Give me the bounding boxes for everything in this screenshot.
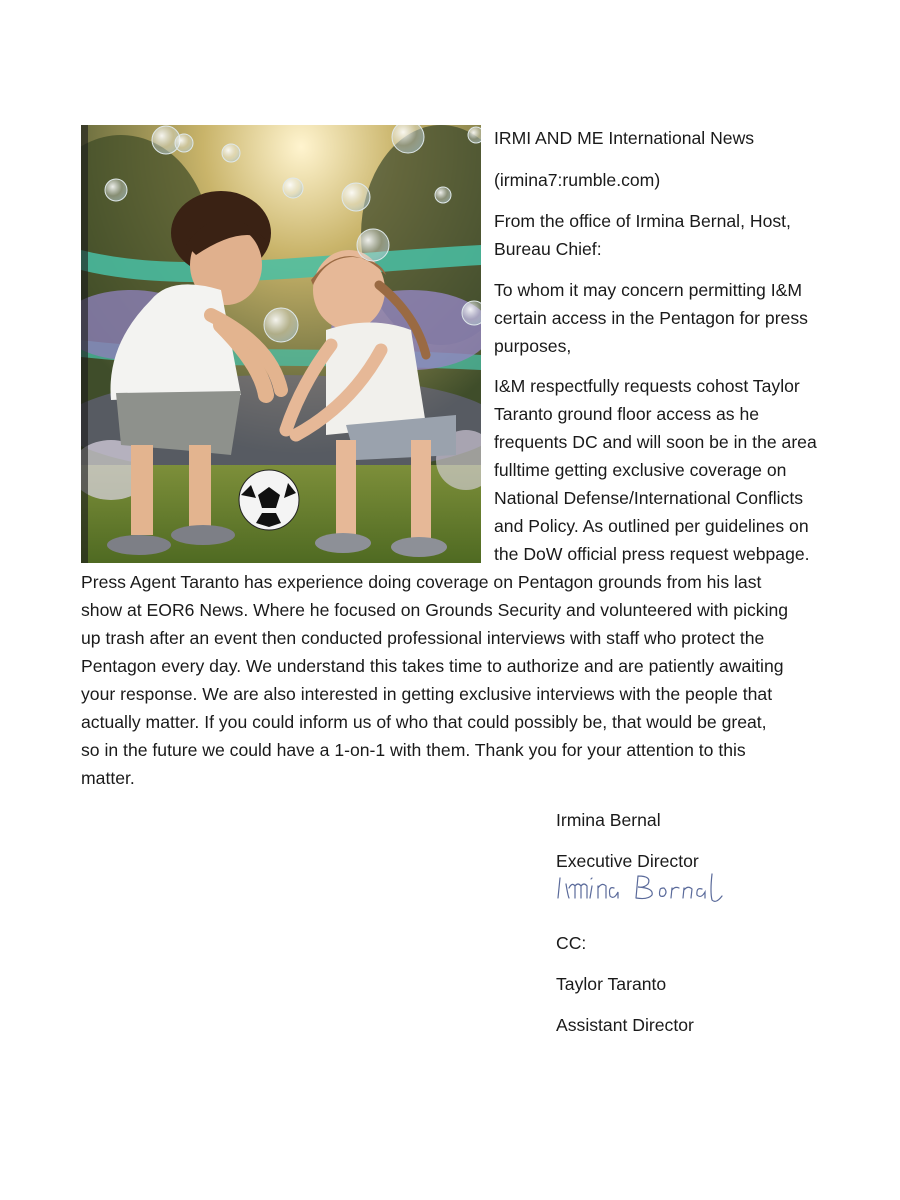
channel-link: (irmina7:rumble.com) [494,170,661,190]
salutation-line: To whom it may concern permitting I&M [494,280,802,300]
salutation [494,276,854,360]
cc-name: Taylor Taranto [556,974,667,994]
from-line: Bureau Chief: [494,239,602,259]
salutation-line: purposes, [494,336,572,356]
body-line: Pentagon every day. We understand this takes time to authorize and are patiently awaiting [81,656,784,676]
body-line: show at EOR6 News. Where he focused on Grounds Security and volunteered with picking [81,600,789,620]
body-line: so in the future we could have a 1-on-1 with them. Thank you for your attention to this [81,740,746,760]
body-paragraph [81,568,861,792]
request-line: the DoW official press request webpage. [494,544,810,564]
children-playing-soccer-illustration-icon [81,125,481,563]
body-line: actually matter. If you could inform us of who that could possibly be, that would be great, [81,712,767,732]
org-name: IRMI AND ME International News [494,128,755,148]
request-paragraph [494,372,854,568]
request-line: fulltime getting exclusive coverage on [494,460,787,480]
body-line: Press Agent Taranto has experience doing coverage on Pentagon grounds from his last [81,572,762,592]
signer-title: Executive Director [556,851,699,871]
request-line: I&M respectfully requests cohost Taylor [494,376,800,396]
body-line: matter. [81,768,135,788]
cc-label: CC: [556,933,587,953]
signer-name: Irmina Bernal [556,810,661,830]
request-line: Taranto ground floor access as he [494,404,760,424]
request-line: frequents DC and will soon be in the area [494,432,817,452]
handwritten-signature [556,870,726,910]
salutation-line: certain access in the Pentagon for press [494,308,808,328]
request-line: and Policy. As outlined per guidelines on [494,516,809,536]
children-soccer-photo [81,125,481,563]
from-office [494,207,854,263]
cc-title: Assistant Director [556,1015,694,1035]
body-line: your response. We are also interested in getting exclusive interviews with the people that [81,684,773,704]
request-line: National Defense/International Conflicts [494,488,804,508]
body-line: up trash after an event then conducted professional interviews with staff who protect the [81,628,765,648]
from-line: From the office of Irmina Bernal, Host, [494,211,791,231]
